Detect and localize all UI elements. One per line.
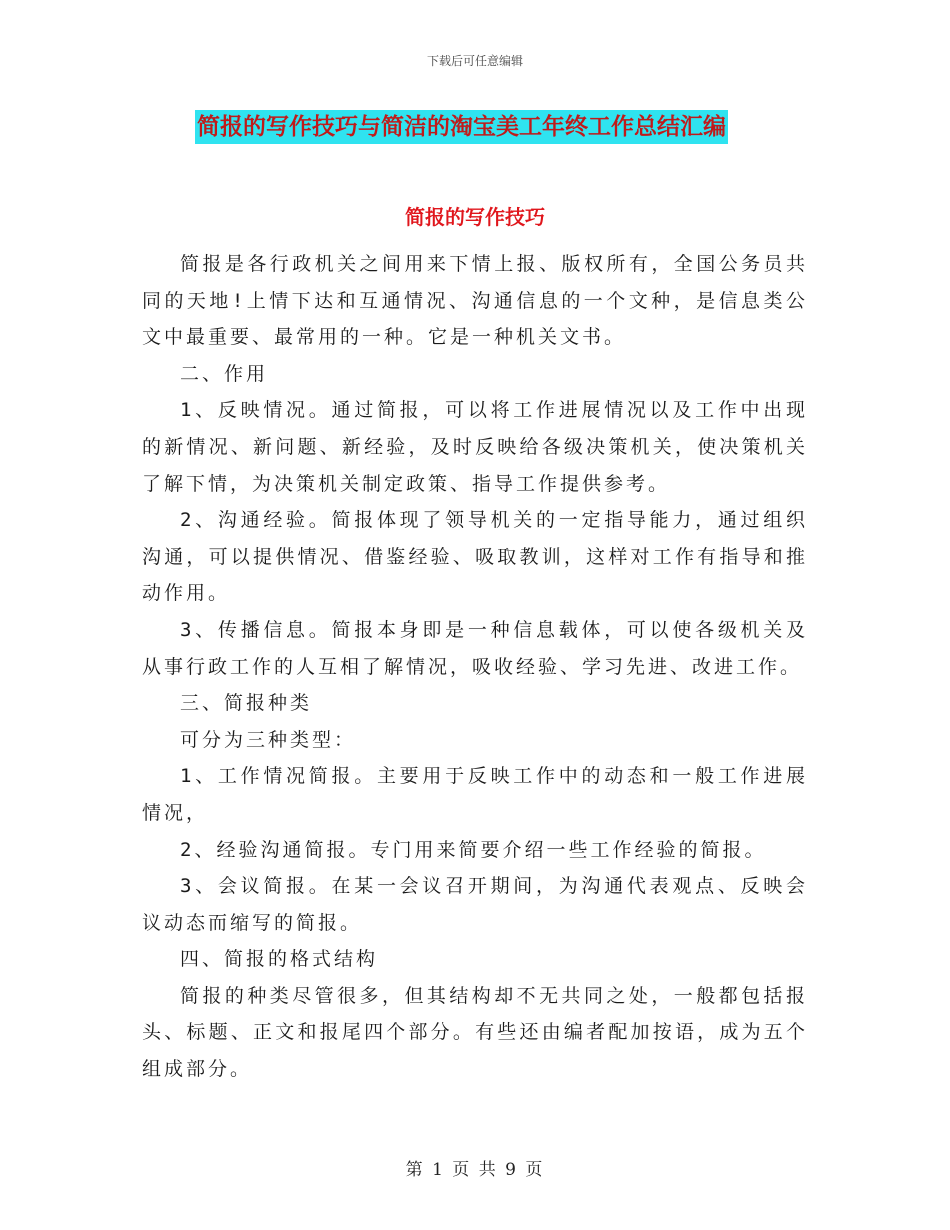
header-note: 下载后可任意编辑	[426, 54, 523, 68]
paragraph-function-1: 1、反映情况。通过简报，可以将工作进展情况以及工作中出现的新情况、新问题、新经验，及时反映给各级决策机关，使决策机关了解下情，为决策机关制定政策、指导工作提供参考。	[142, 399, 808, 495]
paragraph-types-intro: 可分为三种类型：	[180, 728, 357, 751]
paragraph-type-3: 3、会议简报。在某一会议召开期间，为沟通代表观点、反映会议动态而缩写的简报。	[142, 875, 808, 934]
heading-functions: 二、作用	[180, 362, 269, 385]
paragraph-type-1: 1、工作情况简报。主要用于反映工作中的动态和一般工作进展情况，	[142, 765, 808, 824]
paragraph-function-3: 3、传播信息。简报本身即是一种信息载体，可以使各级机关及从事行政工作的人互相了解情况，吸收经验、学习先进、改进工作。	[142, 618, 808, 678]
heading-structure: 四、简报的格式结构	[180, 948, 379, 971]
heading-types: 三、简报种类	[180, 692, 313, 715]
document-body	[142, 246, 808, 1088]
document-title: 简报的写作技巧与简洁的淘宝美工年终工作总结汇编	[195, 110, 728, 144]
paragraph-intro: 简报是各行政机关之间用来下情上报、版权所有，全国公务员共同的天地!上情下达和互通情况、沟通信息的一个文种，是信息类公文中最重要、最常用的一种。它是一种机关文书。	[142, 253, 808, 349]
paragraph-function-2: 2、沟通经验。简报体现了领导机关的一定指导能力，通过组织沟通，可以提供情况、借鉴经验、吸取教训，这样对工作有指导和推动作用。	[142, 509, 808, 605]
page-number: 第 1 页 共 9 页	[405, 1160, 545, 1180]
section-title: 简报的写作技巧	[405, 205, 545, 229]
paragraph-type-2: 2、经验沟通简报。专门用来简要介绍一些工作经验的简报。	[180, 838, 767, 861]
paragraph-structure: 简报的种类尽管很多，但其结构却不无共同之处，一般都包括报头、标题、正文和报尾四个部分。有些还由编者配加按语，成为五个组成部分。	[142, 984, 808, 1081]
